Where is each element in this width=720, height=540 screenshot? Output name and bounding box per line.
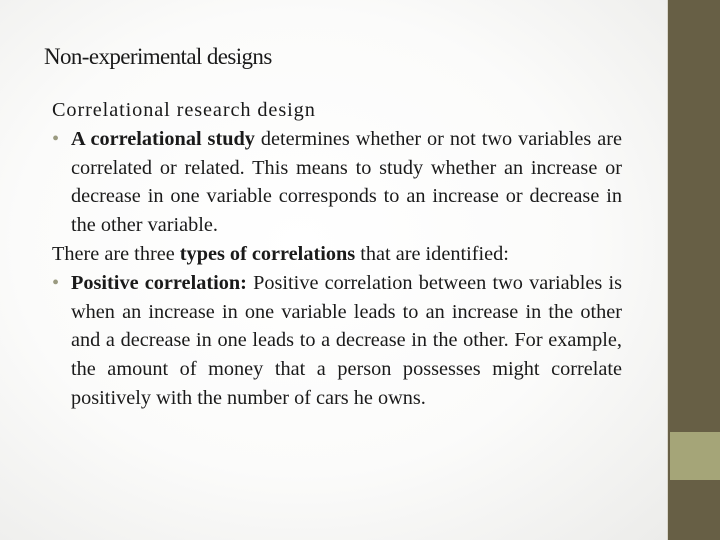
- bullet-text: [71, 125, 622, 240]
- types-intro-line: [52, 240, 622, 269]
- decorative-accent-block: [670, 432, 720, 480]
- bold-term: types of correlations: [179, 242, 356, 265]
- bullet-icon: •: [52, 127, 60, 150]
- slide-body: [52, 96, 622, 413]
- slide-title: Non-experimental designs: [44, 44, 272, 69]
- bullet-description: Positive correlation between two variables is when an increase in one variable leads to an increase in the other and a decrease in one leads to a decrease in the other. For example, the amount of money that a person possesses might correlate positively with the number of cars he owns.: [71, 271, 622, 409]
- bold-term: Positive correlation:: [71, 271, 247, 294]
- bullet-correlational-study: [52, 125, 622, 240]
- intro-text-after: that are identified:: [355, 242, 509, 265]
- intro-text-before: There are three: [52, 242, 180, 265]
- bullet-text: [71, 269, 622, 413]
- section-heading: Correlational research design: [52, 99, 316, 121]
- bullet-icon: •: [52, 271, 60, 294]
- bullet-description: determines whether or not two variables are correlated or related. This means to study whether an increase or decrease in one variable corresponds to an increase or decrease in the other variable.: [71, 127, 623, 237]
- bold-term: A correlational study: [71, 127, 255, 150]
- bullet-positive-correlation: [52, 269, 622, 413]
